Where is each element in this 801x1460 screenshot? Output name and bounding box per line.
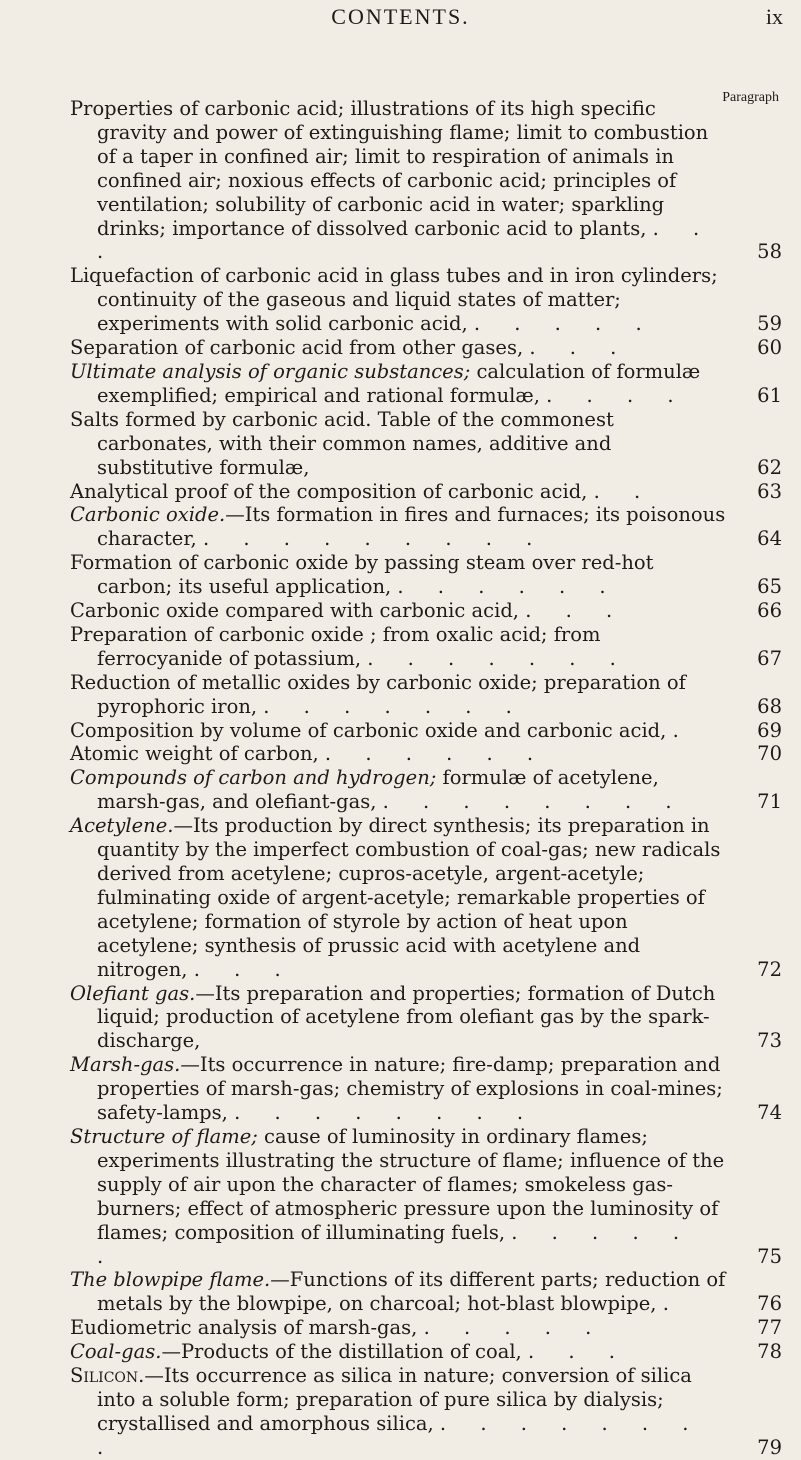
entry-heading: Compounds of carbon and hydrogen; bbox=[70, 766, 437, 790]
paragraph-number: 68 bbox=[757, 694, 782, 718]
paragraph-number: 59 bbox=[757, 312, 782, 336]
page-number: ix bbox=[765, 4, 783, 29]
paragraph-number: 73 bbox=[757, 1029, 782, 1053]
contents-entry: Silicon.—Its occurrence as silica in nature; conversion of silica into a soluble form; preparation of pure silica by dialysis; crystallised and amorphous silica, . . . . . . . . 79 bbox=[70, 1364, 782, 1459]
contents-entry: Acetylene.—Its production by direct synthesis; its preparation in quantity by the imperfect combustion of coal-gas; new radicals derived from acetylene; cupros-acetyle, argent-acetyle; fulminating oxide of argent-acetyle; remarkable properties of acetylene; formation of styrole by action of heat upon acetylene; synthesis of prussic acid with acetylene and nitrogen, . . . 72 bbox=[70, 814, 782, 981]
paragraph-number: 63 bbox=[757, 479, 782, 503]
contents-entry: Composition by volume of carbonic oxide and carbonic acid, . 69 bbox=[70, 718, 782, 742]
contents-entry: The blowpipe flame.—Functions of its different parts; reduction of metals by the blowpipe, on charcoal; hot-blast blowpipe, . 76 bbox=[70, 1268, 782, 1316]
contents-entry: Eudiometric analysis of marsh-gas, . . . . . 77 bbox=[70, 1316, 782, 1340]
entry-heading: Ultimate analysis of organic substances; bbox=[70, 359, 471, 383]
entry-heading: Carbonic oxide. bbox=[70, 503, 226, 527]
contents-entry: Ultimate analysis of organic substances; calculation of formulæ exemplified; empirical and rational formulæ, . . . . 61 bbox=[70, 359, 782, 407]
paragraph-number: 58 bbox=[757, 240, 782, 264]
entry-heading: Acetylene. bbox=[70, 814, 174, 838]
paragraph-number: 70 bbox=[757, 742, 782, 766]
contents-entry: Reduction of metallic oxides by carbonic oxide; preparation of pyrophoric iron, . . . . . . . 68 bbox=[70, 670, 782, 718]
contents-entry: Analytical proof of the composition of carbonic acid, . . 63 bbox=[70, 479, 782, 503]
contents-entry: Liquefaction of carbonic acid in glass tubes and in iron cylinders; continuity of the gaseous and liquid states of matter; experiments with solid carbonic acid, . . . . . 59 bbox=[70, 264, 782, 336]
paragraph-number: 79 bbox=[757, 1435, 782, 1459]
contents-entry: Carbonic oxide compared with carbonic acid, . . . 66 bbox=[70, 599, 782, 623]
paragraph-number: 65 bbox=[757, 575, 782, 599]
paragraph-number: 66 bbox=[757, 599, 782, 623]
contents-entry: Salts formed by carbonic acid. Table of the commonest carbonates, with their common names, additive and substitutive formulæ, 62 bbox=[70, 407, 782, 479]
paragraph-number: 64 bbox=[757, 527, 782, 551]
paragraph-number: 71 bbox=[757, 790, 782, 814]
paragraph-number: 77 bbox=[757, 1316, 782, 1340]
paragraph-number: 62 bbox=[757, 455, 782, 479]
running-title: CONTENTS. bbox=[331, 4, 470, 29]
paragraph-number: 61 bbox=[757, 383, 782, 407]
contents-entry: Marsh-gas.—Its occurrence in nature; fire-damp; preparation and properties of marsh-gas; chemistry of explosions in coal-mines; safety-lamps, . . . . . . . . 74 bbox=[70, 1053, 782, 1125]
entry-heading: Coal-gas. bbox=[70, 1340, 162, 1364]
contents-entry: Preparation of carbonic oxide ; from oxalic acid; from ferrocyanide of potassium, . . . . . . . 67 bbox=[70, 622, 782, 670]
paragraph-number: 78 bbox=[757, 1340, 782, 1364]
entry-heading: Olefiant gas. bbox=[70, 981, 196, 1005]
paragraph-number: 67 bbox=[757, 646, 782, 670]
entry-heading: Silicon. bbox=[70, 1364, 145, 1388]
contents-entry: Compounds of carbon and hydrogen; formulæ of acetylene, marsh-gas, and olefiant-gas, . . . . . . . . 71 bbox=[70, 766, 782, 814]
paragraph-number: 60 bbox=[757, 336, 782, 360]
page-header bbox=[0, 0, 801, 40]
entry-heading: Marsh-gas. bbox=[70, 1053, 181, 1077]
paragraph-number: 72 bbox=[757, 957, 782, 981]
entry-heading: The blowpipe flame. bbox=[70, 1268, 271, 1292]
paragraph-number: 74 bbox=[757, 1101, 782, 1125]
contents-entry: Coal-gas.—Products of the distillation of coal, . . . 78 bbox=[70, 1340, 782, 1364]
contents-entry: Properties of carbonic acid; illustrations of its high specific gravity and power of extinguishing flame; limit to combustion of a taper in confined air; limit to respiration of animals in confined air; noxious effects of carbonic acid; principles of ventilation; solubility of carbonic acid in water; sparkling drinks; importance of dissolved carbonic acid to plants, . . . 58 bbox=[70, 97, 782, 264]
contents-list bbox=[70, 97, 784, 1460]
entry-heading: Structure of flame; bbox=[70, 1124, 258, 1148]
contents-entry: Atomic weight of carbon, . . . . . . 70 bbox=[70, 742, 782, 766]
contents-entry: Structure of flame; cause of luminosity in ordinary flames; experiments illustrating the structure of flame; influence of the supply of air upon the character of flames; smokeless gas-burners; effect of atmospheric pressure upon the luminosity of flames; composition of illuminating fuels, . . . . . . 75 bbox=[70, 1124, 782, 1268]
paragraph-number: 76 bbox=[757, 1292, 782, 1316]
contents-entry: Formation of carbonic oxide by passing steam over red-hot carbon; its useful application, . . . . . . 65 bbox=[70, 551, 782, 599]
contents-entry: Carbonic oxide.—Its formation in fires and furnaces; its poisonous character, . . . . . . . . . 64 bbox=[70, 503, 782, 551]
paragraph-number: 75 bbox=[757, 1244, 782, 1268]
contents-entry: Separation of carbonic acid from other gases, . . . 60 bbox=[70, 336, 782, 360]
paragraph-number: 69 bbox=[757, 718, 782, 742]
contents-entry: Olefiant gas.—Its preparation and properties; formation of Dutch liquid; production of acetylene from olefiant gas by the spark-discharge, 73 bbox=[70, 981, 782, 1053]
paragraph-column-heading: Paragraph bbox=[722, 90, 779, 105]
